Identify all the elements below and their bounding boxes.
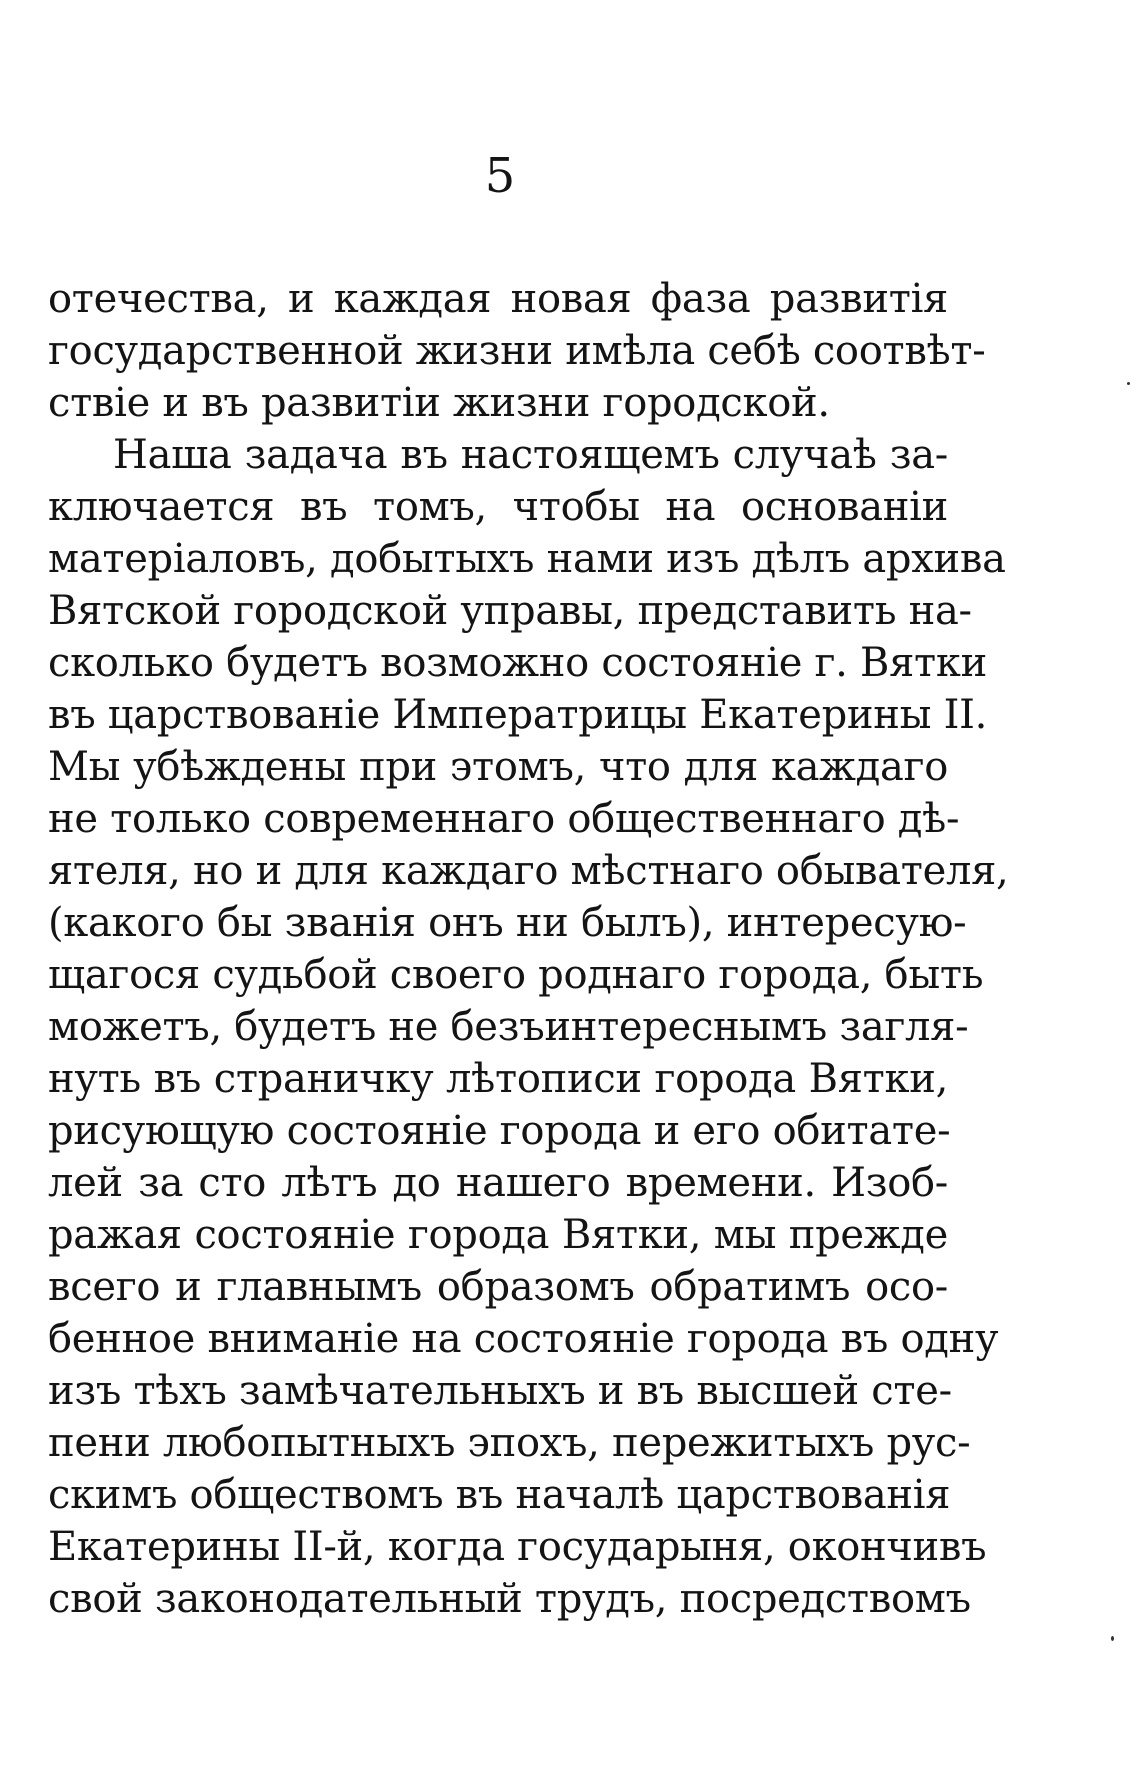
- text-line: ствіе и въ развитіи жизни городской.: [48, 380, 830, 426]
- text-line: Наша задача въ настоящемъ случаѣ за-: [113, 432, 948, 478]
- text-line: лей за сто лѣтъ до нашего времени. Изоб-: [48, 1160, 948, 1206]
- text-line: пени любопытныхъ эпохъ, пережитыхъ рус-: [48, 1420, 971, 1466]
- text-line: въ царствованіе Императрицы Екатерины II.: [48, 692, 987, 738]
- text-line: нуть въ страничку лѣтописи города Вятки,: [48, 1056, 948, 1102]
- text-line: ятеля, но и для каждаго мѣстнаго обывателя,: [48, 848, 1009, 894]
- text-line: Вятской городской управы, представить на-: [48, 588, 972, 634]
- text-line: Екатерины II-й, когда государыня, окончивъ: [48, 1524, 987, 1570]
- text-line: можетъ, будетъ не безъинтереснымъ загля-: [48, 1004, 969, 1050]
- text-line: изъ тѣхъ замѣчательныхъ и въ высшей сте-: [48, 1368, 952, 1414]
- scan-speck: [1111, 1636, 1114, 1641]
- page-number: 5: [484, 148, 516, 204]
- text-line: рисующую состояніе города и его обитате-: [48, 1108, 951, 1154]
- text-line: бенное вниманіе на состояніе города въ одну: [48, 1316, 999, 1362]
- text-line: всего и главнымъ образомъ обратимъ осо-: [48, 1264, 948, 1310]
- text-line: сколько будетъ возможно состояніе г. Вятки: [48, 640, 987, 686]
- text-line: свой законодательный трудъ, посредствомъ: [48, 1576, 971, 1622]
- text-line: щагося судьбой своего роднаго города, быть: [48, 952, 984, 998]
- body-text: [48, 273, 1009, 1625]
- paragraph-1: [48, 273, 986, 429]
- scan-speck: [1127, 382, 1130, 385]
- text-line: (какого бы званія онъ ни былъ), интересую-: [48, 900, 967, 946]
- paragraph-2: [48, 429, 1009, 1625]
- text-line: матеріаловъ, добытыхъ нами изъ дѣлъ архива: [48, 536, 1006, 582]
- text-line: скимъ обществомъ въ началѣ царствованія: [48, 1472, 951, 1518]
- text-line: отечества, и каждая новая фаза развитія: [48, 276, 948, 322]
- text-line: Мы убѣждены при этомъ, что для каждаго: [48, 744, 948, 790]
- text-line: государственной жизни имѣла себѣ соотвѣт-: [48, 328, 986, 374]
- text-line: ключается въ томъ, чтобы на основаніи: [48, 484, 948, 530]
- text-line: ражая состояніе города Вятки, мы прежде: [48, 1212, 948, 1258]
- text-line: не только современнаго общественнаго дѣ-: [48, 796, 960, 842]
